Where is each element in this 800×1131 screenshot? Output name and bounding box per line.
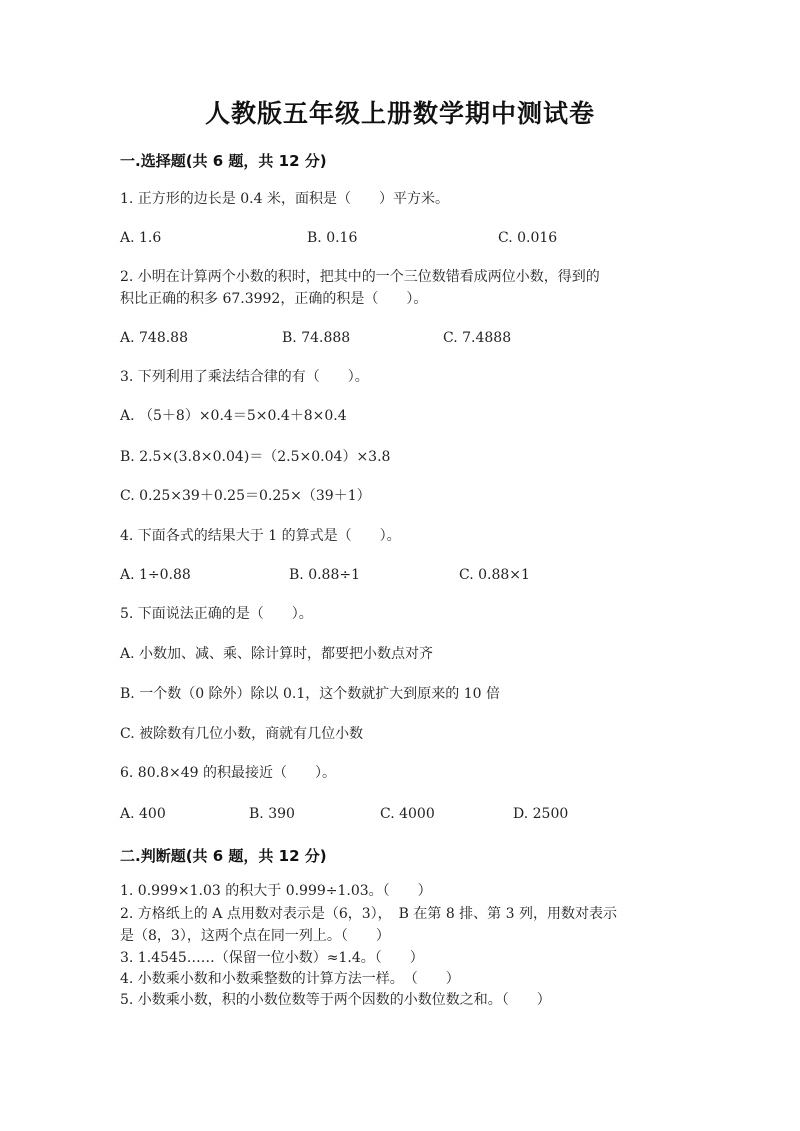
question-6-option-b: B. 390: [249, 806, 295, 822]
question-2-stem-line-1: 2. 小明在计算两个小数的积时，把其中的一个三位数错看成两位小数，得到的: [120, 269, 600, 285]
page-title: 人教版五年级上册数学期中测试卷: [204, 99, 595, 128]
question-5-stem: 5. 下面说法正确的是（ ）。: [120, 606, 313, 622]
question-3-option-b: B. 2.5×(3.8×0.04)＝（2.5×0.04）×3.8: [120, 449, 391, 465]
tf-line-6: 5. 小数乘小数，积的小数位数等于两个因数的小数位数之和。（ ）: [120, 992, 551, 1008]
question-6-option-a: A. 400: [120, 806, 166, 822]
question-6-option-c: C. 4000: [380, 806, 435, 822]
question-4-option-b: B. 0.88÷1: [289, 567, 360, 583]
question-2-option-b: B. 74.888: [282, 330, 351, 346]
question-4-option-a: A. 1÷0.88: [120, 567, 191, 583]
question-2-option-a: A. 748.88: [120, 330, 188, 346]
section-heading-choice: 一.选择题(共 6 题，共 12 分): [120, 152, 327, 170]
question-2-option-c: C. 7.4888: [443, 330, 512, 346]
question-5-option-a: A. 小数加、减、乘、除计算时，都要把小数点对齐: [120, 646, 434, 662]
question-5-option-c: C. 被除数有几位小数，商就有几位小数: [120, 726, 364, 742]
question-3-stem: 3. 下列利用了乘法结合律的有（ ）。: [120, 369, 369, 385]
tf-line-2: 2. 方格纸上的 A 点用数对表示是（6，3）， B 在第 8 排、第 3 列，用数对表示: [120, 906, 617, 922]
question-4-stem: 4. 下面各式的结果大于 1 的算式是（ ）。: [120, 528, 401, 544]
question-1-stem: 1. 正方形的边长是 0.4 米，面积是（ ）平方米。: [120, 191, 449, 207]
question-3-option-a: A. （5＋8）×0.4＝5×0.4＋8×0.4: [120, 408, 347, 424]
question-6-stem: 6. 80.8×49 的积最接近（ ）。: [120, 765, 336, 781]
question-6-option-d: D. 2500: [513, 806, 569, 822]
question-1-option-a: A. 1.6: [120, 230, 162, 246]
question-2-stem-line-2: 积比正确的积多 67.3992，正确的积是（ ）。: [120, 291, 428, 307]
tf-line-3: 是（8，3），这两个点在同一列上。（ ）: [120, 928, 390, 944]
tf-line-1: 1. 0.999×1.03 的积大于 0.999÷1.03。（ ）: [120, 883, 432, 899]
question-3-option-c: C. 0.25×39＋0.25＝0.25×（39＋1）: [120, 488, 371, 504]
section-heading-true-false: 二.判断题(共 6 题，共 12 分): [120, 847, 327, 865]
question-4-option-c: C. 0.88×1: [459, 567, 530, 583]
question-1-option-b: B. 0.16: [307, 230, 358, 246]
tf-line-5: 4. 小数乘小数和小数乘整数的计算方法一样。 （ ）: [120, 971, 460, 987]
question-1-option-c: C. 0.016: [498, 230, 558, 246]
tf-line-4: 3. 1.4545……（保留一位小数）≈1.4。（ ）: [120, 950, 424, 966]
question-5-option-b: B. 一个数（0 除外）除以 0.1，这个数就扩大到原来的 10 倍: [120, 686, 500, 702]
